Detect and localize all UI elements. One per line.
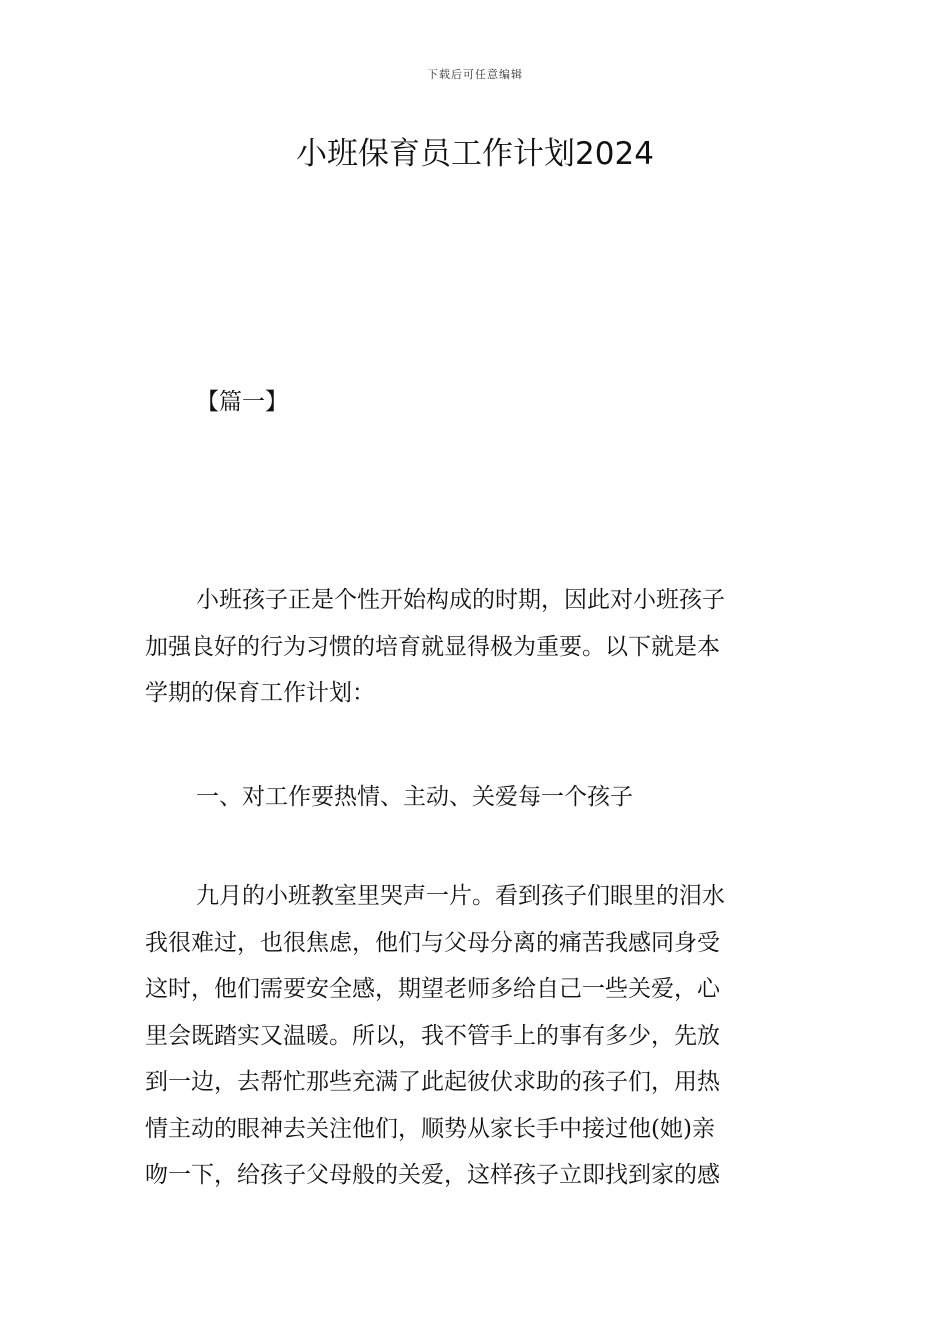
- paragraph-line: 加强良好的行为习惯的培育就显得极为重要。以下就是本: [145, 633, 720, 660]
- paragraph-line: 九月的小班教室里哭声一片。看到孩子们眼里的泪水: [196, 883, 725, 909]
- section-heading: 【篇一】: [196, 389, 288, 415]
- paragraph-line: 小班孩子正是个性开始构成的时期，因此对小班孩子: [196, 587, 725, 613]
- paragraph-line: 情主动的眼神去关注他们，顺势从家长手中接过他(她)亲: [145, 1115, 715, 1142]
- subheading-paragraph: [145, 774, 810, 821]
- body-paragraph: [145, 873, 810, 1199]
- paragraph-line: 一、对工作要热情、主动、关爱每一个孩子: [196, 784, 633, 810]
- header-note: 下载后可任意编辑: [427, 68, 523, 81]
- paragraph-line: 里会既踏实又温暖。所以，我不管手上的事有多少，先放: [145, 1022, 720, 1049]
- intro-paragraph: [145, 577, 810, 717]
- document-title: 小班保育员工作计划2024: [296, 136, 654, 172]
- paragraph-line: 这时，他们需要安全感，期望老师多给自己一些关爱，心: [145, 976, 720, 1002]
- paragraph-line: 吻一下，给孩子父母般的关爱，这样孩子立即找到家的感: [145, 1162, 720, 1188]
- paragraph-line: 学期的保育工作计划：: [145, 680, 375, 706]
- paragraph-line: 到一边，去帮忙那些充满了此起彼伏求助的孩子们，用热: [145, 1069, 720, 1095]
- paragraph-line: 我很难过，也很焦虑，他们与父母分离的痛苦我感同身受: [145, 929, 720, 956]
